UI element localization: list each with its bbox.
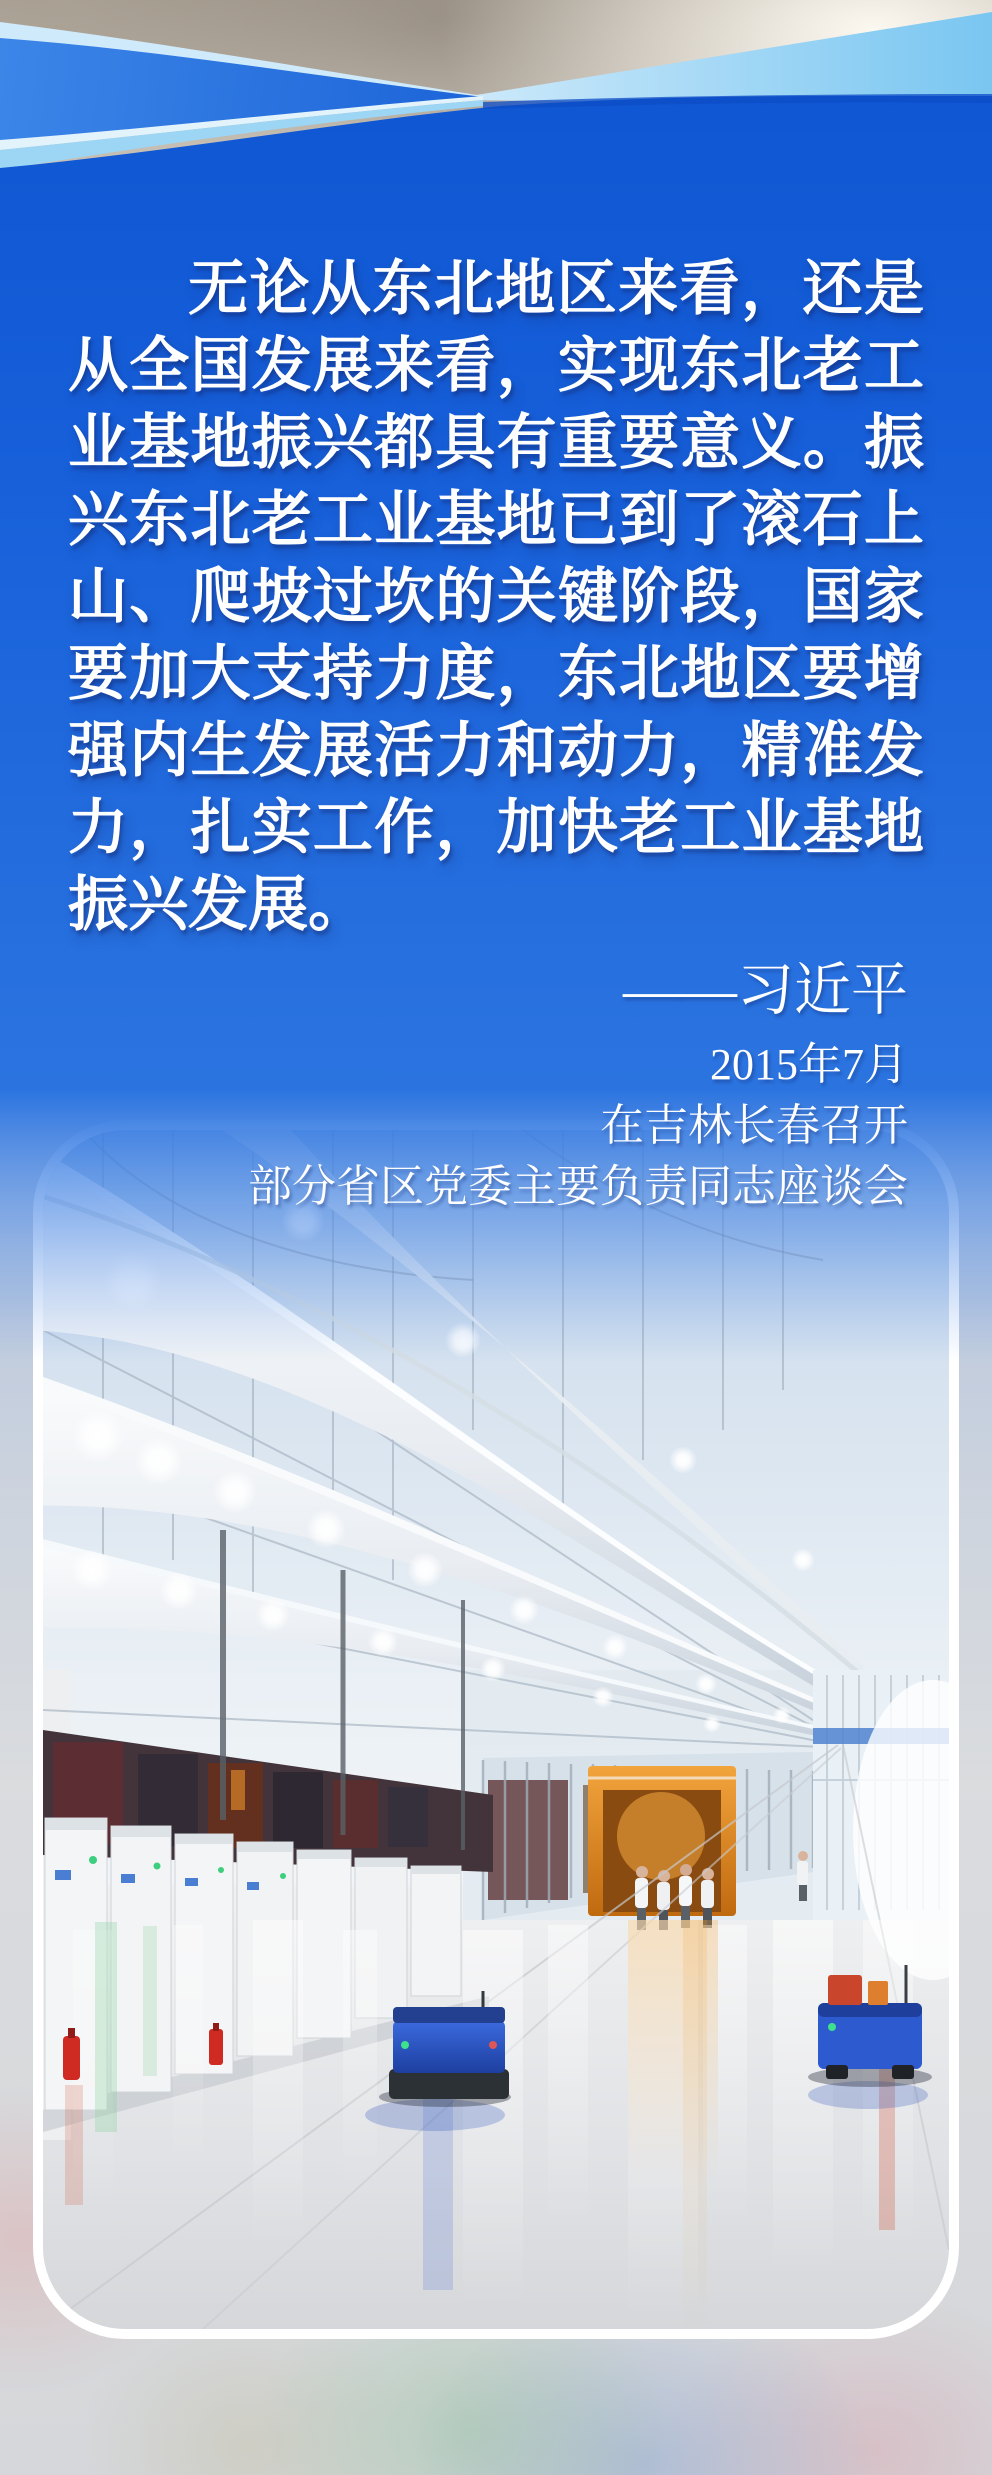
quote-line-1: 无论从东北地区来看，还是 <box>188 256 924 322</box>
attribution-occasion-1: 在吉林长春召开 <box>600 1101 908 1150</box>
quote-line-4: 兴东北老工业基地已到了滚石上 <box>68 487 924 553</box>
attribution <box>248 958 908 1217</box>
quote-line-3: 业基地振兴都具有重要意义。振 <box>68 410 924 476</box>
quote-line-6: 要加大支持力度，东北地区要增 <box>68 641 924 707</box>
quote-line-7: 强内生发展活力和动力，精准发 <box>68 718 924 784</box>
attribution-occasion-2: 部分省区党委主要负责同志座谈会 <box>248 1162 908 1211</box>
quote-text <box>68 251 924 944</box>
quote-line-8: 力，扎实工作，加快老工业基地 <box>68 795 924 861</box>
attribution-date: 2015年7月 <box>710 1040 908 1089</box>
quote-line-5: 山、爬坡过坎的关键阶段，国家 <box>68 564 924 630</box>
attribution-author: ——习近平 <box>623 959 908 1022</box>
quote-line-9: 振兴发展。 <box>68 872 368 938</box>
quote-line-2: 从全国发展来看，实现东北老工 <box>68 333 924 399</box>
